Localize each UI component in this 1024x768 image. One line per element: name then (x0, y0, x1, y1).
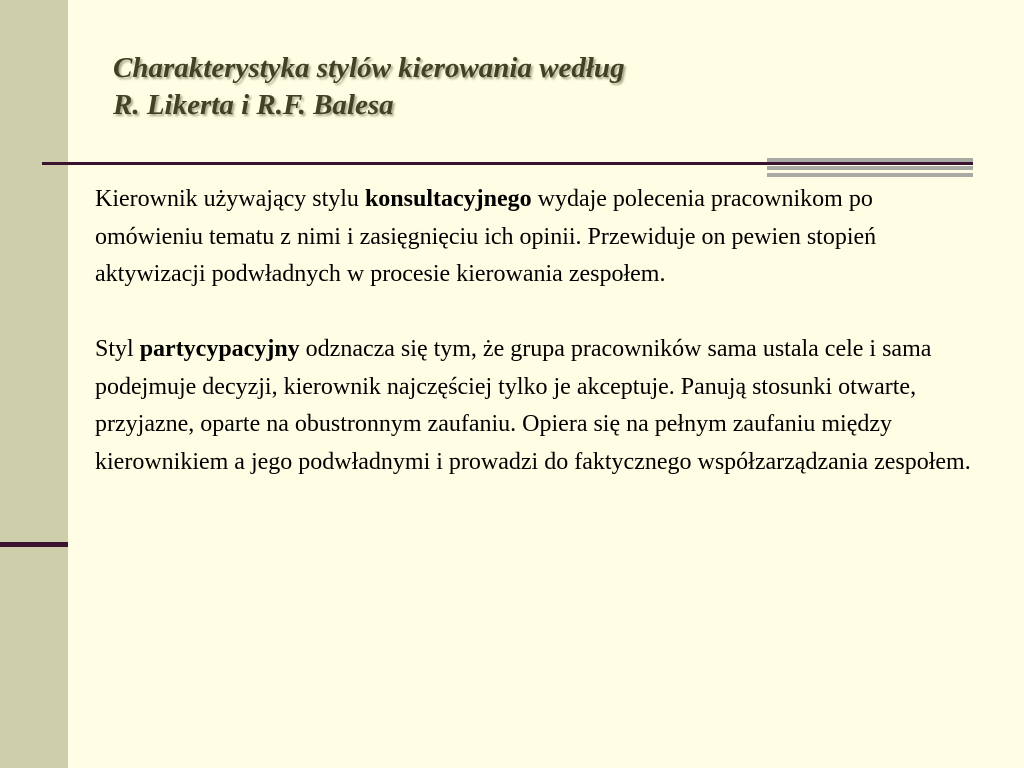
paragraph-text-before: Kierownik używający stylu (95, 186, 365, 212)
term-consultative: konsultacyjnego (364, 186, 532, 212)
slide-title-line-2: R. Likerta i R.F. Balesa (113, 89, 394, 121)
paragraph-text-after: wydaje polecenia pracownikom po omówieniu tematu z nimi i zasięgnięciu ich opinii. Przewiduje on pewien stopień aktywizacji podwładnych w procesie kierowania zespołem. (95, 186, 877, 287)
paragraph-participative-style (95, 331, 980, 481)
slide-title-line-1: Charakterystyka stylów kierowania według (113, 52, 625, 84)
left-decorative-band (0, 0, 68, 768)
left-band-accent-line (0, 542, 68, 547)
slide-title (113, 50, 625, 124)
term-participative: partycypacyjny (139, 336, 300, 362)
decorative-bar (767, 166, 973, 170)
decorative-bar (767, 173, 973, 177)
decorative-bars (767, 158, 973, 178)
paragraph-text-before: Styl (95, 336, 140, 362)
paragraph-text-after: odznacza się tym, że grupa pracowników sama ustala cele i sama podejmuje decyzji, kierownik najczęściej tylko je akceptuje. Panują stosunki otwarte, przyjazne, oparte na obustronnym zaufaniu. Opiera się na pełnym zaufaniu między kierownikiem a jego podwładnymi i prowadzi do faktycznego współzarządzania zespołem. (95, 336, 971, 475)
slide-body (95, 181, 980, 481)
decorative-bar (767, 158, 973, 162)
paragraph-consultative-style (95, 181, 980, 294)
